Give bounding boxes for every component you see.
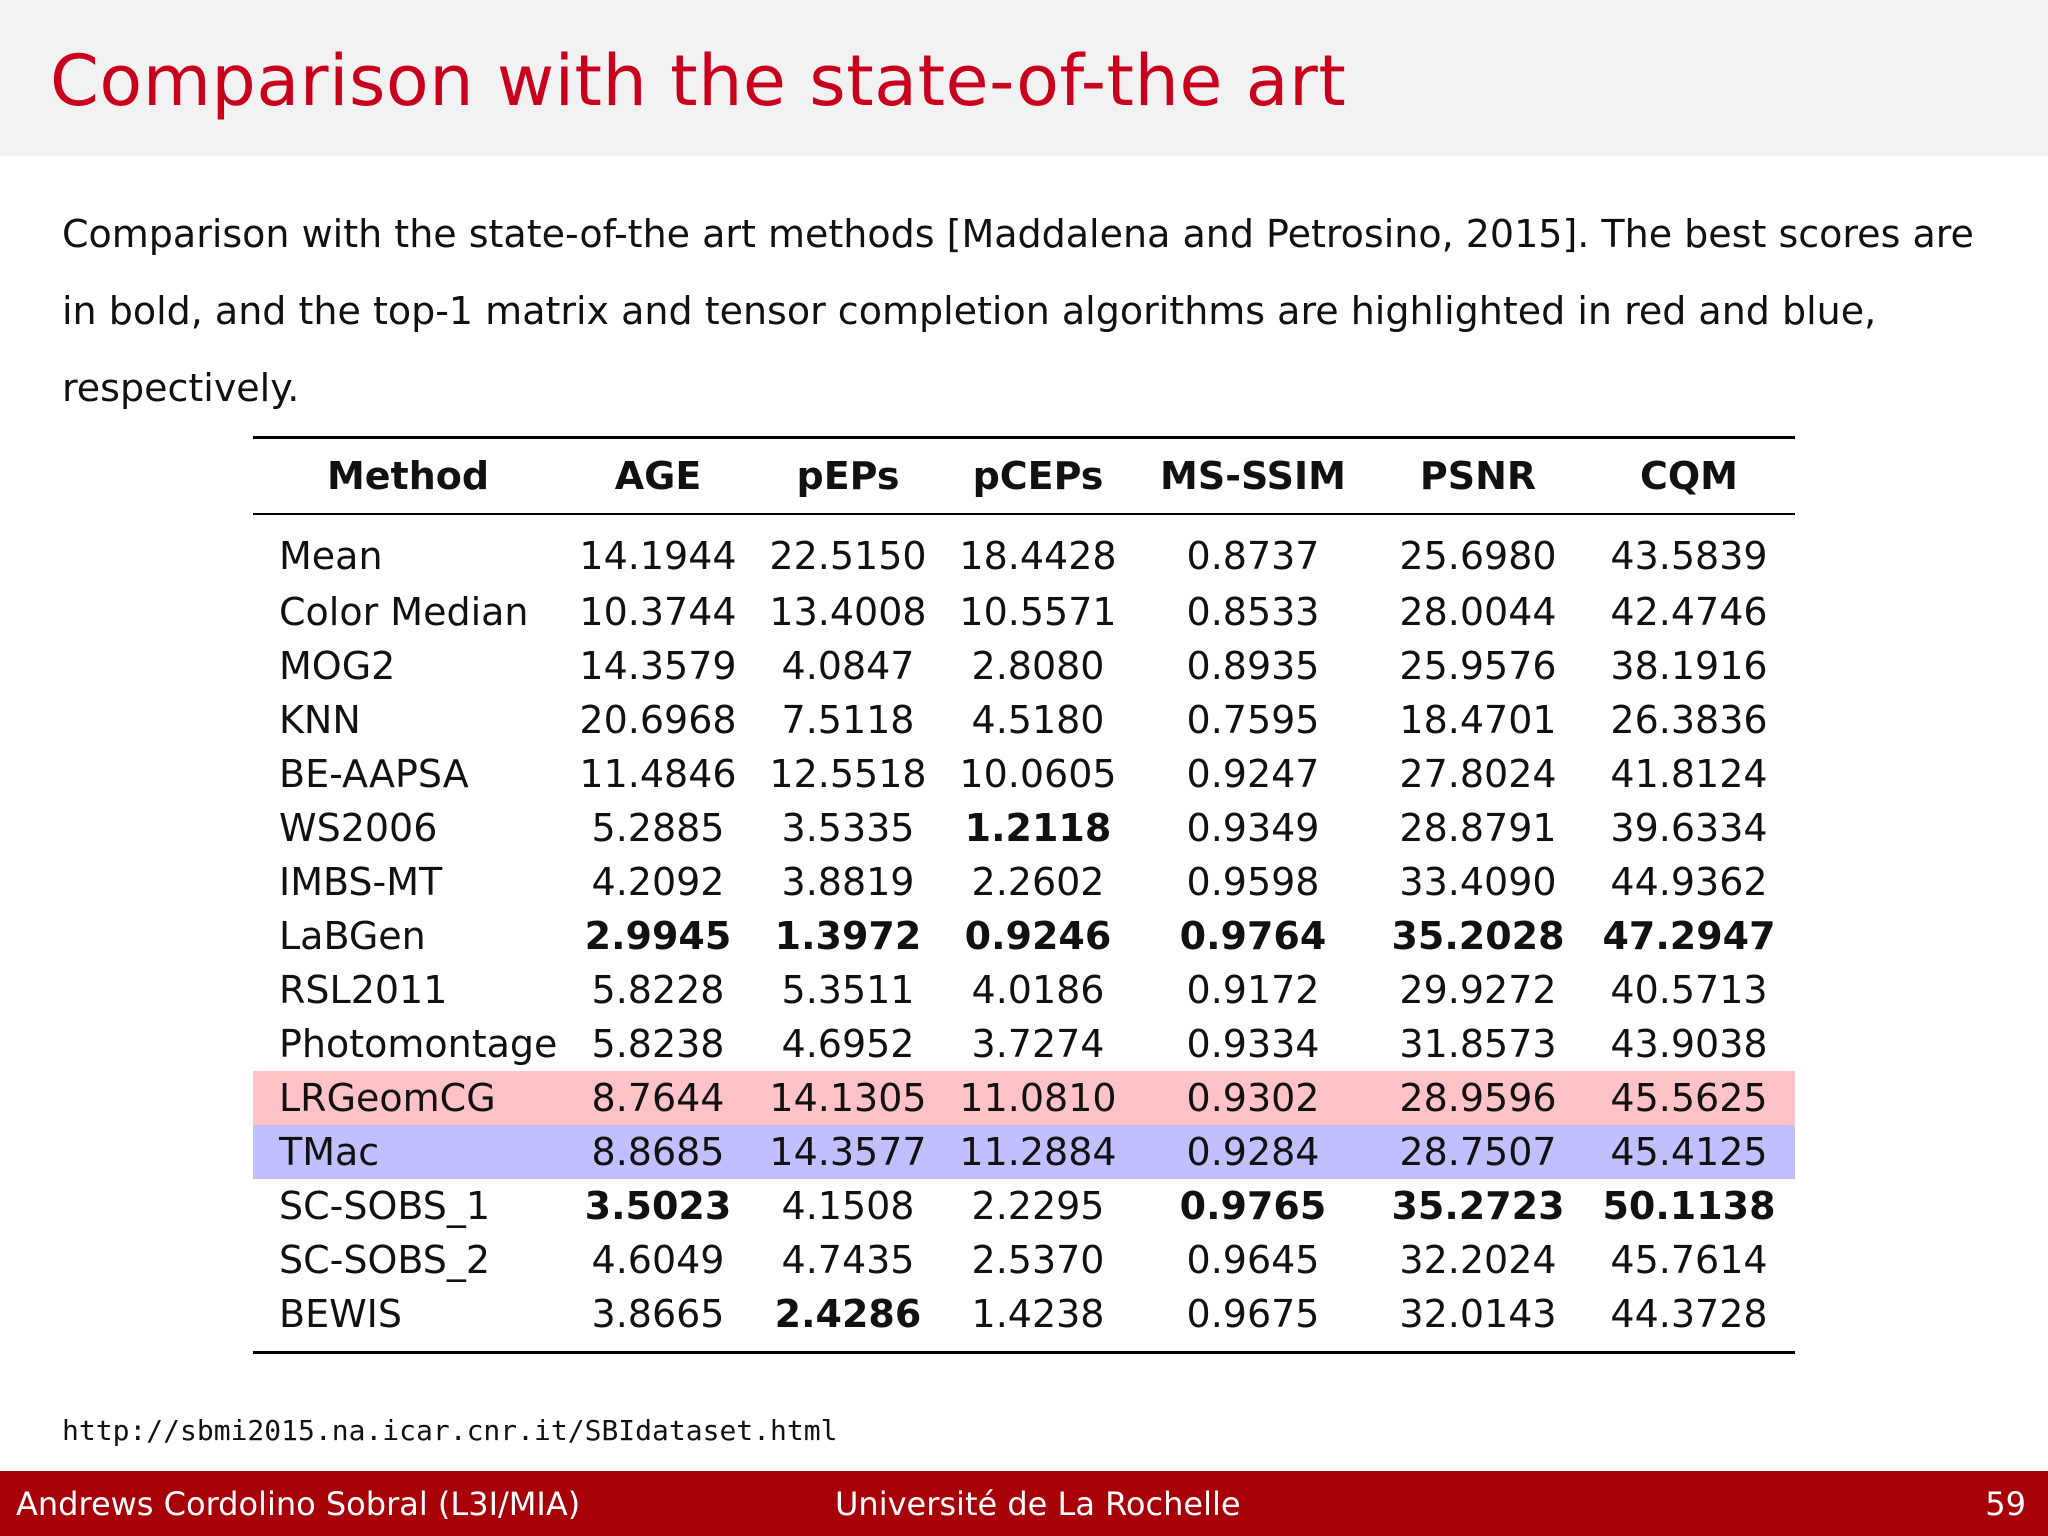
- score-cell: 8.7644: [591, 1076, 725, 1120]
- score-cell: 0.9302: [1186, 1076, 1320, 1120]
- method-name-cell: SC-SOBS_2: [279, 1238, 491, 1282]
- score-cell: 5.3511: [781, 968, 915, 1012]
- score-cell: 2.8080: [971, 644, 1105, 688]
- score-cell: 20.6968: [579, 698, 737, 742]
- score-cell: 47.2947: [1602, 914, 1776, 958]
- column-header: MS-SSIM: [1133, 438, 1373, 515]
- table-row: [253, 963, 1795, 1017]
- score-cell: 32.0143: [1373, 1287, 1583, 1353]
- method-name-cell: RSL2011: [279, 968, 448, 1012]
- score-cell: 28.9596: [1399, 1076, 1557, 1120]
- score-cell: 35.2028: [1391, 914, 1565, 958]
- score-cell: 43.9038: [1610, 1022, 1768, 1066]
- table-row: [253, 693, 1795, 747]
- score-cell: 2.5370: [971, 1238, 1105, 1282]
- footer-author: Andrews Cordolino Sobral (L3I/MIA): [16, 1485, 581, 1523]
- score-cell: 11.0810: [959, 1076, 1117, 1120]
- table-row: [253, 909, 1795, 963]
- score-cell: 0.9246: [964, 914, 1112, 958]
- score-cell: 42.4746: [1610, 590, 1768, 634]
- score-cell: 45.4125: [1610, 1130, 1768, 1174]
- table-row: [253, 855, 1795, 909]
- score-cell: 4.7435: [781, 1238, 915, 1282]
- score-cell: 14.3579: [579, 644, 737, 688]
- method-name-cell: Color Median: [279, 590, 529, 634]
- score-cell: 5.8238: [591, 1022, 725, 1066]
- intro-paragraph: Comparison with the state-of-the art methods [Maddalena and Petrosino, 2015]. The best scores are in bold, and the top-1 matrix and tensor completion algorithms are highlighted in red and blue, respectively.: [62, 212, 1974, 410]
- score-cell: 4.1508: [781, 1184, 915, 1228]
- method-name-cell: Photomontage: [279, 1022, 558, 1066]
- score-cell: 1.4238: [943, 1287, 1133, 1353]
- score-cell: 11.4846: [579, 752, 737, 796]
- score-cell: 8.8685: [591, 1130, 725, 1174]
- score-cell: 0.9172: [1186, 968, 1320, 1012]
- score-cell: 5.8228: [591, 968, 725, 1012]
- score-cell: 0.9764: [1179, 914, 1327, 958]
- score-cell: 0.9247: [1186, 752, 1320, 796]
- score-cell: 50.1138: [1602, 1184, 1776, 1228]
- score-cell: 0.9675: [1133, 1287, 1373, 1353]
- score-cell: 18.4701: [1399, 698, 1557, 742]
- score-cell: 25.6980: [1399, 534, 1557, 578]
- score-cell: 4.2092: [591, 860, 725, 904]
- score-cell: 38.1916: [1610, 644, 1768, 688]
- table-row: [253, 1017, 1795, 1071]
- score-cell: 0.8935: [1186, 644, 1320, 688]
- score-cell: 13.4008: [769, 590, 927, 634]
- score-cell: 1.2118: [964, 806, 1112, 850]
- results-table: [253, 436, 1795, 1354]
- footer-institution: Université de La Rochelle: [835, 1485, 1241, 1523]
- score-cell: 45.5625: [1610, 1076, 1768, 1120]
- slide-title: Comparison with the state-of-the art: [50, 40, 1347, 122]
- table-row: [253, 1179, 1795, 1233]
- score-cell: 0.9598: [1186, 860, 1320, 904]
- column-header: AGE: [563, 438, 753, 515]
- score-cell: 44.9362: [1610, 860, 1768, 904]
- table-row: [253, 801, 1795, 855]
- score-cell: 12.5518: [769, 752, 927, 796]
- score-cell: 11.2884: [959, 1130, 1117, 1174]
- score-cell: 0.9765: [1179, 1184, 1327, 1228]
- score-cell: 27.8024: [1399, 752, 1557, 796]
- source-url: http://sbmi2015.na.icar.cnr.it/SBIdataset.html: [62, 1414, 838, 1447]
- score-cell: 5.2885: [591, 806, 725, 850]
- table-body: [253, 514, 1795, 1353]
- method-name-cell: MOG2: [279, 644, 396, 688]
- score-cell: 3.5335: [781, 806, 915, 850]
- score-cell: 0.7595: [1186, 698, 1320, 742]
- score-cell: 0.9645: [1186, 1238, 1320, 1282]
- table-row: [253, 1125, 1795, 1179]
- score-cell: 4.6952: [781, 1022, 915, 1066]
- score-cell: 0.9284: [1186, 1130, 1320, 1174]
- score-cell: 41.8124: [1610, 752, 1768, 796]
- column-header: pCEPs: [943, 438, 1133, 515]
- score-cell: 10.0605: [959, 752, 1117, 796]
- table-row: [253, 585, 1795, 639]
- score-cell: 2.2295: [971, 1184, 1105, 1228]
- score-cell: 2.4286: [753, 1287, 943, 1353]
- method-name-cell: KNN: [279, 698, 361, 742]
- score-cell: 28.0044: [1399, 590, 1557, 634]
- method-name-cell: WS2006: [279, 806, 438, 850]
- table-header-row: [253, 438, 1795, 515]
- score-cell: 3.8665: [563, 1287, 753, 1353]
- score-cell: 4.5180: [971, 698, 1105, 742]
- score-cell: 14.1944: [579, 534, 737, 578]
- score-cell: 4.6049: [591, 1238, 725, 1282]
- score-cell: 0.8533: [1186, 590, 1320, 634]
- score-cell: 29.9272: [1399, 968, 1557, 1012]
- score-cell: 32.2024: [1399, 1238, 1557, 1282]
- table-row: [253, 514, 1795, 585]
- score-cell: 39.6334: [1610, 806, 1768, 850]
- score-cell: 14.1305: [769, 1076, 927, 1120]
- score-cell: 3.8819: [781, 860, 915, 904]
- score-cell: 28.8791: [1399, 806, 1557, 850]
- score-cell: 0.9349: [1186, 806, 1320, 850]
- score-cell: 40.5713: [1610, 968, 1768, 1012]
- score-cell: 25.9576: [1399, 644, 1557, 688]
- table-row: [253, 1287, 1795, 1353]
- method-name-cell: SC-SOBS_1: [279, 1184, 491, 1228]
- score-cell: 3.5023: [584, 1184, 732, 1228]
- table-row: [253, 639, 1795, 693]
- score-cell: 26.3836: [1610, 698, 1768, 742]
- table-row: [253, 747, 1795, 801]
- results-table-container: [253, 436, 1795, 1354]
- method-name-cell: BE-AAPSA: [279, 752, 469, 796]
- column-header: pEPs: [753, 438, 943, 515]
- score-cell: 3.7274: [971, 1022, 1105, 1066]
- column-header: CQM: [1583, 438, 1795, 515]
- score-cell: 35.2723: [1391, 1184, 1565, 1228]
- score-cell: 7.5118: [781, 698, 915, 742]
- table-row: [253, 1233, 1795, 1287]
- score-cell: 4.0847: [781, 644, 915, 688]
- score-cell: 45.7614: [1610, 1238, 1768, 1282]
- score-cell: 2.2602: [971, 860, 1105, 904]
- column-header: PSNR: [1373, 438, 1583, 515]
- method-name-cell: LRGeomCG: [279, 1076, 496, 1120]
- score-cell: 31.8573: [1399, 1022, 1557, 1066]
- score-cell: 10.5571: [959, 590, 1117, 634]
- footer-bar: [0, 1471, 2048, 1536]
- method-name-cell: IMBS-MT: [279, 860, 443, 904]
- table-row: [253, 1071, 1795, 1125]
- score-cell: 10.3744: [579, 590, 737, 634]
- score-cell: 28.7507: [1399, 1130, 1557, 1174]
- score-cell: 33.4090: [1399, 860, 1557, 904]
- method-name-cell: BEWIS: [253, 1287, 563, 1353]
- score-cell: 14.3577: [769, 1130, 927, 1174]
- score-cell: 0.9334: [1186, 1022, 1320, 1066]
- score-cell: 18.4428: [959, 534, 1117, 578]
- page-number: 59: [1985, 1485, 2026, 1523]
- score-cell: 22.5150: [769, 534, 927, 578]
- score-cell: 43.5839: [1610, 534, 1768, 578]
- title-bar: [0, 0, 2048, 156]
- column-header: Method: [253, 438, 563, 515]
- method-name-cell: TMac: [279, 1130, 380, 1174]
- score-cell: 0.8737: [1186, 534, 1320, 578]
- score-cell: 1.3972: [774, 914, 922, 958]
- score-cell: 44.3728: [1583, 1287, 1795, 1353]
- score-cell: 2.9945: [584, 914, 732, 958]
- method-name-cell: Mean: [279, 534, 383, 578]
- score-cell: 4.0186: [971, 968, 1105, 1012]
- method-name-cell: LaBGen: [279, 914, 426, 958]
